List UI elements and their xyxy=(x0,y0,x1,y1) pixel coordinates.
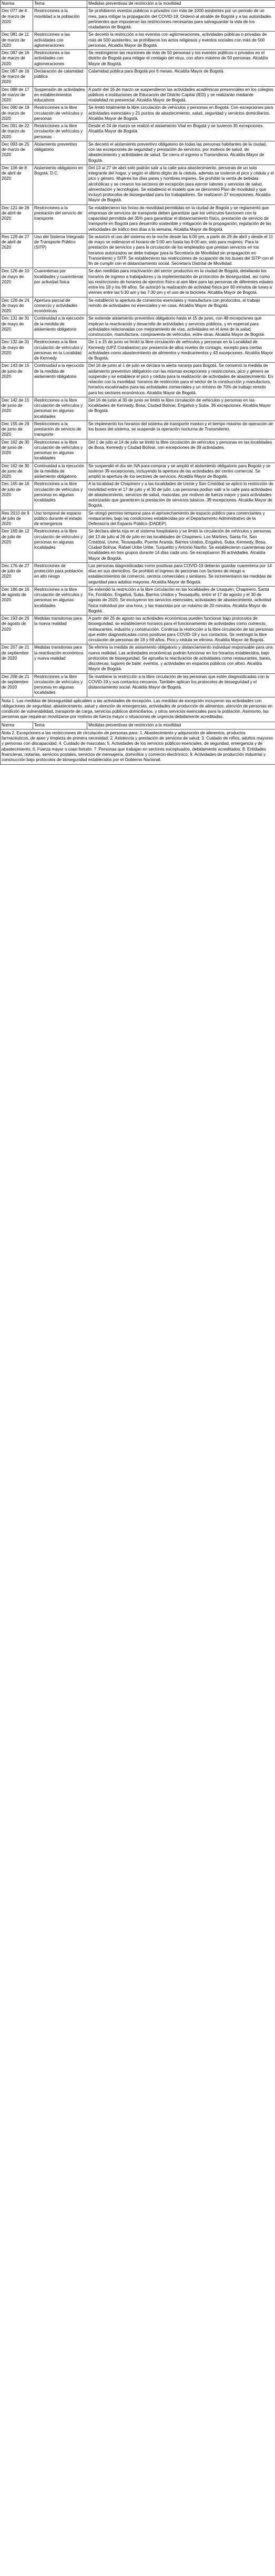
cell-norma: Dec 090 de 19 de marzo de 2020 xyxy=(1,105,33,123)
table-footer-block xyxy=(1,697,275,765)
cell-tema: Restricciones de protección para población en alto riesgo xyxy=(33,562,87,586)
cell-norma: Res 129 de 27 de abril de 2020 xyxy=(1,233,33,268)
cell-medida: Se dan medidas para reactivación del sector productivo en la ciudad de Bogotá, detallando los horarios de ingreso a trabajadores y la implementación de protocolos de bioseguridad, así como las restricciones de horarios de ejercicio físico al aire libre para las personas de diferentes edades entre los 18 y los 69 años. Se autorizó la realización de actividad física por 60 minutos de lunes a viernes entre las 5:30 am y las 7:30 pm y el uso de la bicicleta. Alcaldía Mayor de Bogotá. xyxy=(87,268,275,297)
note-2: Nota 2. Excepciones a las restricciones de circulación de personas para: 1. Abastecimiento y adquisición de alimentos, productos farmacéuticos, de aseo y limpieza de primera necesidad; 2. Asistencia y prestación de servicios de salud; 3. Cuidado de niños, adultos mayores y personas con discapacidad; 4. Cuidado de mascotas; 5. Actividades de los servicios públicos esenciales, de seguridad, emergencia y de abastecimiento; 6. Fuerza mayor o caso fortuito; 7. Personas que trabajan en sectores exceptuados, debidamente acreditados; 8. Entidades financieras, notarías, servicios postales, servicios de mensajería, domicilios y comercio electrónico; 9. Actividades de producción industrial y construcción bajo protocolos de bioseguridad establecidos por el Gobierno Nacional. xyxy=(1,729,275,765)
table-row xyxy=(1,439,275,463)
header2-medidas: Medidas preventivas de restricción a la movilidad xyxy=(87,722,275,729)
cell-tema: Restricciones a la prestación del servicio de transporte xyxy=(33,204,87,233)
cell-tema: Declaración de calamidad pública xyxy=(33,68,87,86)
note-row-1 xyxy=(1,697,275,722)
cell-tema: Suspensión de actividades en establecimientos educativos xyxy=(33,86,87,105)
cell-norma: Dec 207 de 21 de septiembre de 2020 xyxy=(1,644,33,673)
cell-medida: Se decretó el aislamiento preventivo obligatorio de todas las personas habitantes de la ciudad, con las excepciones de seguridad y prestación de servicios, por motivos de salud, de abastecimiento y actividades de salud. Se cierra el ingreso a Transmilenio. Alcaldía Mayor de Bogotá. xyxy=(87,141,275,165)
cell-medida: Se mantiene la restricción a la libre circulación de las personas que estén diagnosticadas con la COVID-19 y sus contactos cercanos. También aplican los protocolos de bioseguridad y el distanciamiento social. Alcaldía Mayor de Bogotá. xyxy=(87,673,275,697)
table-row xyxy=(1,510,275,528)
cell-norma: Dec 091 de 22 de marzo de 2020 xyxy=(1,123,33,141)
cell-medida: Se establecieron las horas de movilidad permitidas en la ciudad de Bogotá y se reglamentó que empresas de servicios de transporte deben garantizar que los vehículos funcionen con la capacidad permitida del 35% para garantizar el distanciamiento físico, prestación de servicio de transporte en Bogotá para desarrollo sostenible y mitigación de la propagación, regulación de las velocidades de tráfico tres días a la semana. Alcaldía Mayor de Bogotá. xyxy=(87,204,275,233)
cell-norma: Dec 093 de 25 de marzo de 2020 xyxy=(1,141,33,165)
cell-tema: Medidas transitorias para la reactivación económica y nueva realidad xyxy=(33,644,87,673)
cell-medida: Del 16 de junio al 30 de junio se limitó la libre circulación de vehículos y personas en las localidades de Kennedy, Bosa, Ciudad Bolívar, Engativá y Suba. 36 excepciones. Alcaldía Mayor de Bogotá. xyxy=(87,397,275,420)
table-row xyxy=(1,165,275,204)
table-row xyxy=(1,8,275,32)
table-row xyxy=(1,32,275,50)
table-body xyxy=(1,8,275,697)
cell-norma: Dec 128 de 24 de mayo de 2020 xyxy=(1,297,33,315)
cell-tema: Restricciones a la libre circulación de vehículos y personas en algunas localidades xyxy=(33,528,87,563)
cell-medida: Se elimina la medida de aislamiento obligatorio y distanciamiento individual responsable para una nueva realidad. Las actividades económicas podrán funcionar en los horarios establecidos, bajo protocolos de bioseguridad. Se aprueba la reactivación de actividades como restaurantes, bares, discotecas, lugares de baile, eventos, y actividades en espacios públicos con aforo. Alcaldía Mayor de Bogotá. xyxy=(87,644,275,673)
table-row xyxy=(1,673,275,697)
cell-norma: Dec 169 de 12 de julio de 2020 xyxy=(1,528,33,563)
header-norma: Norma xyxy=(1,1,33,8)
cell-medida: Calamidad pública para Bogotá por 6 meses. Alcaldía Mayor de Bogotá. xyxy=(87,68,275,86)
cell-medida: Se declara alerta roja en el sistema hospitalario y se limitó la circulación de vehículos y personas del 13 de julio al 26 de julio en las localidades de Chapinero, Los Mártires, Santa Fe, San Cristóbal, Usme, Teusaquillo, Puente Aranda, Barrios Unidos, Engativá, Suba, Kennedy, Bosa, Ciudad Bolívar, Rafael Uribe Uribe, Tunjuelito y Antonio Nariño. Se establecieron cuarentenas por localidades en tres grupos durante 14 días cada uno. Se exceptuaron 39 actividades. Alcaldía Mayor de Bogotá. xyxy=(87,528,275,563)
cell-tema: Restricciones a la libre circulación de vehículos y personas en algunas localidades xyxy=(33,673,87,697)
table-row xyxy=(1,397,275,420)
cell-medida: Se decretó la restricción a los eventos con aglomeraciones, actividades públicas o privadas de más de 500 asistentes, se prohibieron los actos religiosos y eventos sociales con más de 500 personas. Alcaldía Mayor de Bogotá. xyxy=(87,32,275,50)
table-row xyxy=(1,68,275,86)
cell-norma: Dec 088 de 17 de marzo de 2020 xyxy=(1,86,33,105)
cell-tema: Apertura parcial de comercio y actividades económicas xyxy=(33,297,87,315)
cell-tema: Cuarentenas por localidades y cuarentenas por actividad física xyxy=(33,268,87,297)
cell-tema: Continuidad a la ejecución de la medida de aislamiento obligatorio xyxy=(33,363,87,397)
cell-tema: Restricciones a la movilidad a la población xyxy=(33,8,87,32)
cell-medida: Desde el 24 de marzo se realizó el aislamiento Vital en Bogotá y se tuvieron 35 excepciones. Alcaldía Mayor de Bogotá. xyxy=(87,123,275,141)
cell-norma: Res 2010 de 9 de julio de 2020 xyxy=(1,510,33,528)
cell-tema: Uso temporal de espacio público durante el estado de emergencia xyxy=(33,510,87,528)
header2-tema: Tema xyxy=(33,722,87,729)
cell-tema: Medidas transitorias para la nueva realidad xyxy=(33,615,87,644)
cell-norma: Dec 131 de 31 de mayo de 2020 xyxy=(1,315,33,339)
cell-norma: Dec 087 de 16 de marzo de 2020 xyxy=(1,50,33,68)
note-row-2 xyxy=(1,729,275,765)
note-1: Nota 1. Las medidas de bioseguridad aplicables a las actividades de excepción. Las medidas de excepción incluyeron las actividades con obligaciones de seguridad, abastecimiento, salud y atención de emergencias, actividades de producción de alimentos, atención de personas en condición de vulnerabilidad, transporte de carga, servicios públicos domiciliarios, y otros servicios esenciales para la población. Asimismo, las personas que requieran movilizarse por motivos de fuerza mayor o situaciones de urgencia debidamente acreditadas. xyxy=(1,697,275,722)
cell-tema: Restricciones a la libre circulación de vehículos y personas en algunas localidades xyxy=(33,397,87,420)
cell-tema: Restricciones a las actividades con aglomeraciones xyxy=(33,32,87,50)
cell-norma: Dec 186 de 16 de agosto de 2020 xyxy=(1,586,33,615)
cell-norma: Dec 143 de 15 de junio de 2020 xyxy=(1,363,33,397)
table-row xyxy=(1,481,275,510)
cell-medida: A partir del 26 de agosto las actividades económicas pueden funcionar bajo protocolos de bioseguridad, se establecieron horarios para el funcionamiento de actividades como comercio, restaurantes, industria y construcción. Continúa la restricción a la libre circulación de las personas que estén diagnosticadas como positivas para COVID-19 y sus contactos. Se restringió la libre circulación de personas de 18 y 69 años. Pico y cédula se elimina. Alcaldía Mayor de Bogotá. xyxy=(87,615,275,644)
cell-medida: Se limitó totalmente la libre circulación de vehículos y personas en Bogotá. Con excepciones para actividades esenciales y 21 puntos de abastecimiento, salud, seguridad y servicios domiciliarios. Alcaldía Mayor de Bogotá. xyxy=(87,105,275,123)
table-row xyxy=(1,586,275,615)
cell-norma: Dec 121 de 26 de abril de 2020 xyxy=(1,204,33,233)
cell-tema: Restricciones a la libre circulación de vehículos y personas en la Localidad de Kennedy xyxy=(33,339,87,363)
cell-norma: Dec 162 de 30 de junio de 2020 xyxy=(1,439,33,463)
regulations-table xyxy=(0,0,275,765)
cell-norma: Dec 165 de 16 de julio de 2020 xyxy=(1,481,33,510)
cell-medida: Se restringieron las reuniones de más de 50 personas y los eventos públicos o privados en el distrito de Bogotá para mitigar el contagio del virus, con aforo máximo de 50 personas. Alcaldía Mayor de Bogotá. xyxy=(87,50,275,68)
cell-norma: Dec 087 de 16 de marzo de 2020 xyxy=(1,68,33,86)
cell-norma: Dec 081 de 11 de marzo de 2020 xyxy=(1,32,33,50)
table-row xyxy=(1,50,275,68)
cell-norma: Dec 132 de 31 de mayo de 2020 xyxy=(1,339,33,363)
cell-medida: A partir del 16 de marzo se suspendieron las actividades académicas presenciales en los colegios públicos e instituciones de Educación del Distrito Capital (IED) y se realizarán mediante modalidad no presencial. Alcaldía Mayor de Bogotá. xyxy=(87,86,275,105)
cell-medida: Se implementó los horarios del sistema de transporte masivo y el tiempo máximo de operación de los buses del sistema, se suspende la operación nocturna de Transmilenio. xyxy=(87,420,275,439)
cell-medida: Del 13 al 27 de abril solo podrán salir a la calle para abastecimiento, personas de un solo integrante del hogar, y según el último dígito de la cédula, además se tuvieron el pico y cédula y el pico y género. Mujeres los días pares y hombres impares. Se prohibió la venta de bebidas alcohólicas y se crearon los sectores de excepción para ejercer labores y servicios de salud, alimentación y tecnologías. Se estableció el modelo que se denominó Plan de movilidad y que incluyó protocolos de bioseguridad para los trabajadores. Se realizaron 37 excepciones. Alcaldía Mayor de Bogotá. xyxy=(87,165,275,204)
cell-medida: Se suspendió el día sin IVA para comprar y se amplió el aislamiento obligatorio para Bogotá y se tuvieron 39 excepciones, incluyendo la apertura de las actividades del centro comercial. Se amplió la apertura de los sectores de servicios. Alcaldía Mayor de Bogotá. xyxy=(87,463,275,481)
cell-medida: Se otorgó permiso temporal para el aprovechamiento de espacio público para comerciantes y restaurantes, bajo las condiciones establecidas por el Departamento Administrativo de la Defensoría del Espacio Público (DADEP). xyxy=(87,510,275,528)
cell-norma: Dec 176 de 27 de julio de 2020 xyxy=(1,562,33,586)
cell-norma: Dec 155 de 29 de junio de 2020 xyxy=(1,420,33,439)
cell-norma: Dec 193 de 26 de agosto de 2020 xyxy=(1,615,33,644)
cell-tema: Uso del Sistema Integrado de Transporte Público (SITP) xyxy=(33,233,87,268)
table-row xyxy=(1,562,275,586)
header2-norma: Norma xyxy=(1,722,33,729)
cell-tema: Aislamiento preventivo obligatorio xyxy=(33,141,87,165)
cell-tema: Restricciones a la prestación de servicio de transporte xyxy=(33,420,87,439)
cell-medida: Del 16 de junio al 1 de julio se declara la alerta naranja para Bogotá. Se conservó la medida de aislamiento preventivo obligatorio con las mismas excepciones y restricciones, pico y género se suspende y se establece el pico y cédula para la realización de actividades de abastecimiento. En relación con la movilidad: horarios de restricción para el sector de la construcción y manufactura, horarios escalonados para las actividades comerciales y un mínimo de 70% de trabajo remoto para los sectores económicos. Alcaldía Mayor de Bogotá. xyxy=(87,363,275,397)
table-row xyxy=(1,268,275,297)
cell-norma: Dec 077 de 4 de marzo de 2020 xyxy=(1,8,33,32)
cell-tema: Continuidad a la ejecución de la medida de aislamiento obligatorio xyxy=(33,463,87,481)
table-header-row-repeat xyxy=(1,722,275,729)
cell-medida: De 1 a 15 de junio se limitó la libre circulación de vehículos y personas en la Localidad de Kennedy (UPZ Corabastos) por presencia de altos niveles de contagio, excepto para ciertas actividades como abastecimiento de alimentos y medicamentos y 43 excepciones. Alcaldía Mayor de Bogotá. xyxy=(87,339,275,363)
cell-medida: Se extiende aislamiento preventivo obligatorio hasta el 15 de junio, con 48 excepciones que implican la reactivación y desarrollo de actividades y servicios públicos, y en especial para actividades relacionadas con mejoramiento de vías, actividades en el área de la salud, construcción, manufactura, compraventa de vehículos, entre otras. Alcaldía Mayor de Bogotá. xyxy=(87,315,275,339)
header-medidas: Medidas preventivas de restricción a la movilidad xyxy=(87,1,275,8)
table-row xyxy=(1,644,275,673)
cell-norma: Dec 126 de 10 de mayo de 2020 xyxy=(1,268,33,297)
cell-medida: Las personas diagnosticadas como positivas para COVID-19 deberán guardar cuarentena por 14 días en sus domicilios. Se prohibió el ingreso de personas con factores de riesgo a establecimientos de comercio, centros comerciales y similares. Se incrementaron las medidas de seguridad para adultos mayores. Alcaldía Mayor de Bogotá. xyxy=(87,562,275,586)
table-row xyxy=(1,615,275,644)
cell-tema: Restricciones a la libre circulación de vehículos y personas en algunas localidades xyxy=(33,481,87,510)
cell-tema: Restricciones a las actividades con aglomeraciones xyxy=(33,50,87,68)
table-row xyxy=(1,123,275,141)
table-row xyxy=(1,339,275,363)
regulation-document xyxy=(0,0,275,765)
table-row xyxy=(1,204,275,233)
cell-medida: Se estableció la apertura de comercios esenciales y manufactura con protocolos, el trabajo remoto de actividades no esenciales y en casa. Alcaldía Mayor de Bogotá. xyxy=(87,297,275,315)
cell-medida: A la localidad de Chapinero y a las localidades de Usme y San Cristóbal se aplicó la restricción de movilidad entre el 17 de julio y el 30 de julio. Las personas podían salir a la calle para actividades de abastecimiento, servicios de salud, mascotas, por motivos de fuerza mayor y para actividades autorizadas que garanticen la prestación de servicios básicos. 39 excepciones. Alcaldía Mayor de Bogotá. xyxy=(87,481,275,510)
cell-tema: Restricciones a la libre circulación de vehículos y personas en algunas localidades xyxy=(33,439,87,463)
header-tema: Tema xyxy=(33,1,87,8)
cell-norma: Dec 162 de 30 de junio de 2020 xyxy=(1,463,33,481)
cell-tema: Restricciones a la libre circulación de vehículos y personas xyxy=(33,105,87,123)
cell-medida: Del 1 de julio al 14 de julio se limitó la libre circulación de vehículos y personas en las localidades de Bosa, Kennedy y Ciudad Bolívar, con excepciones de 39 actividades. xyxy=(87,439,275,463)
table-row xyxy=(1,363,275,397)
cell-medida: Se autorizó el uso del sistema en la noche desde las 6:00 pm, a partir de 29 de abril y desde el 11 de mayo se estimaron el horario de 5:00 am hasta las 8:00 am, solo para mujeres. Para la prestación de servicios y para la circulación de los empleados que prestan servicios en los horarios autorizados se debe trabajar para la Secretaría de Movilidad sin propagación en Transmilenio y SITP. Se establecieron las restricciones de ocupación de los buses del SITP con el fin de cumplir con el distanciamiento social. Secretaría Distrital de Movilidad. xyxy=(87,233,275,268)
table-row xyxy=(1,233,275,268)
cell-norma: Dec 142 de 15 de junio de 2020 xyxy=(1,397,33,420)
table-header-row xyxy=(1,1,275,8)
table-row xyxy=(1,420,275,439)
cell-tema: Restricciones a la libre circulación de vehículos y personas en algunas localidades xyxy=(33,586,87,615)
cell-norma: Dec 106 de 8 de abril de 2020 xyxy=(1,165,33,204)
table-row xyxy=(1,297,275,315)
table-row xyxy=(1,86,275,105)
cell-tema: Continuidad a la ejecución de la medida de aislamiento obligatorio xyxy=(33,315,87,339)
table-row xyxy=(1,105,275,123)
cell-tema: Aislamiento obligatorio en Bogotá, D.C. xyxy=(33,165,87,204)
cell-medida: Se prohibieron eventos públicos o privados con más de 1000 asistentes por un periodo de un mes, para mitigar la propagación del COVID-19. Ordenó al alcalde de Bogotá y a las autoridades pertinentes que impusieran las restricciones necesarias para salvaguardar la vida de los ciudadanos de Bogotá. xyxy=(87,8,275,32)
table-row xyxy=(1,528,275,563)
cell-medida: Se extendió la restricción a la libre circulación en las localidades de Usaquén, Chapinero, Santa Fe, Fontibón, Engativá, Suba, Barrios Unidos y Teusaquillo, entre el 17 de agosto y el 30 de agosto de 2020. Se excluyeron los servicios esenciales, actividades de abastecimiento, actividad física individual por una hora, y las mascotas por un máximo de 20 minutos. Alcaldía Mayor de Bogotá. xyxy=(87,586,275,615)
cell-norma: Dec 208 de 21 de septiembre de 2020 xyxy=(1,673,33,697)
table-row xyxy=(1,463,275,481)
table-row xyxy=(1,315,275,339)
cell-tema: Restricciones a la libre circulación de vehículos y personas xyxy=(33,123,87,141)
table-row xyxy=(1,141,275,165)
